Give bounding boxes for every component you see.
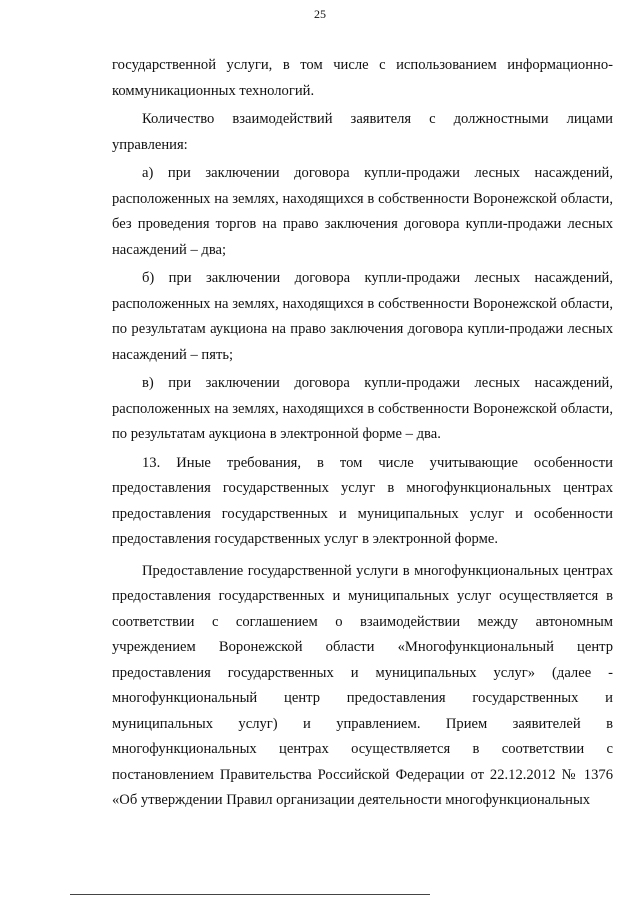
paragraph-section-13: 13. Иные требования, в том числе учитывающие особенности предоставления государственных услуг в многофункциональных центрах предоставления государственных и муниципальных услуг и особенности предоставления государственных услуг в электронной форме. bbox=[112, 454, 613, 547]
paragraph-interactions-count: Количество взаимодействий заявителя с должностными лицами управления: bbox=[112, 111, 613, 153]
page-number: 25 bbox=[314, 7, 326, 21]
paragraph-item-v: в) при заключении договора купли-продажи лесных насаждений, расположенных на землях, находящихся в собственности Воронежской области, по результатам аукциона в электронной форме – два. bbox=[112, 375, 613, 442]
paragraph-mfc-provision: Предоставление государственной услуги в многофункциональных центрах предоставления государственных и муниципальных услуг осуществляется в соответствии с соглашением о взаимодействии между автономным учреждением Воронежской области «Многофункциональный центр предоставления государственных и муниципальных услуг» (далее - многофункциональный центр предоставления государственных и муниципальных услуг) и управлением. Прием заявителей в многофункциональных центрах осуществляется в соответствии с постановлением Правительства Российской Федерации от 22.12.2012 № 1376 «Об утверждении Правил организации деятельности многофункциональных bbox=[112, 562, 613, 808]
document-body bbox=[112, 53, 613, 817]
paragraph-item-b: б) при заключении договора купли-продажи лесных насаждений, расположенных на землях, находящихся в собственности Воронежской области, по результатам аукциона на право заключения договора купли-продажи лесных насаждений – пять; bbox=[112, 270, 613, 363]
bottom-rule bbox=[70, 894, 430, 895]
paragraph-item-a: а) при заключении договора купли-продажи лесных насаждений, расположенных на землях, находящихся в собственности Воронежской области, без проведения торгов на право заключения договора купли-продажи лесных насаждений – два; bbox=[112, 165, 613, 258]
paragraph-continuation: государственной услуги, в том числе с использованием информационно-коммуникационных технологий. bbox=[112, 57, 613, 99]
